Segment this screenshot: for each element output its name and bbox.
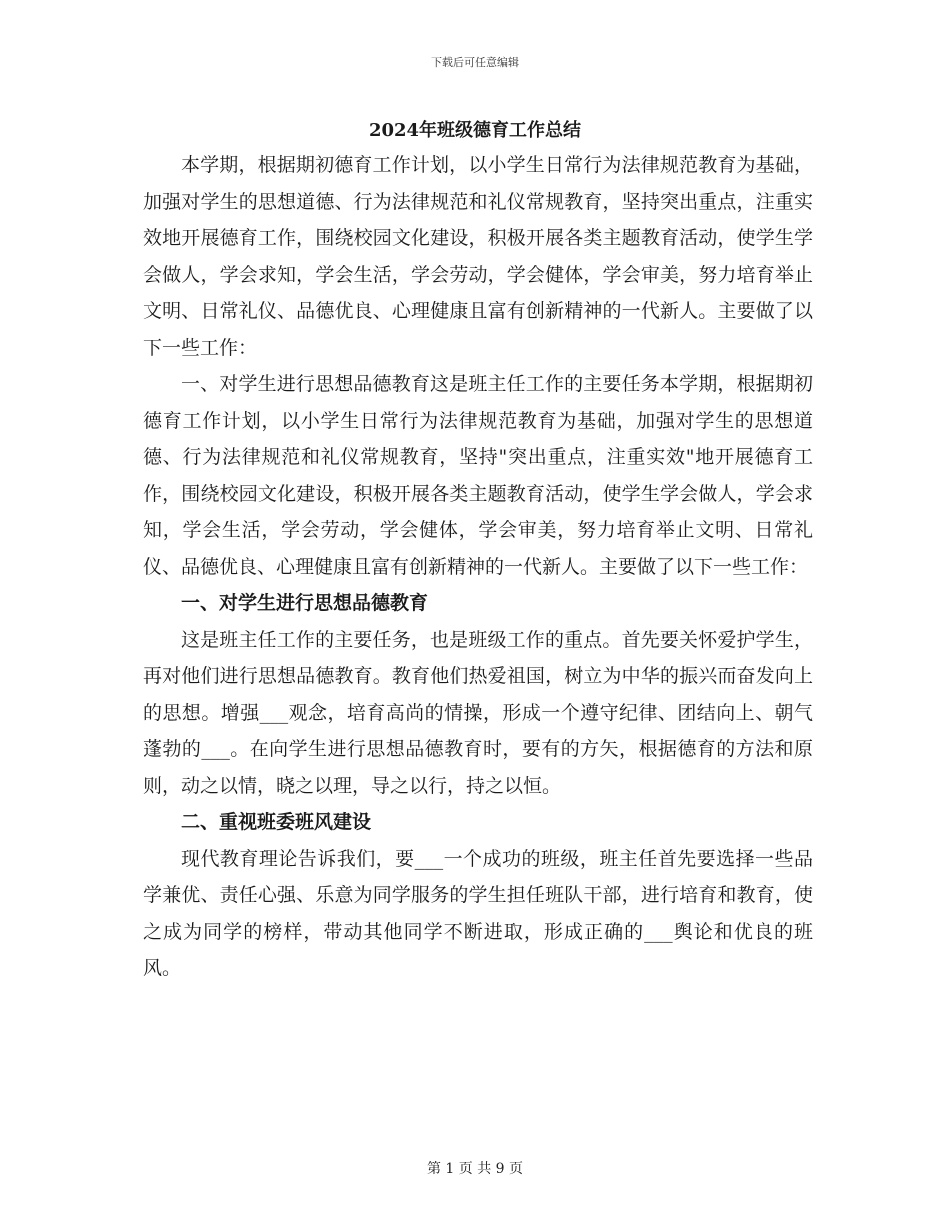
moral-education-paragraph: 这是班主任工作的主要任务，也是班级工作的重点。首先要关怀爱护学生，再对他们进行思想品德教育。教育他们热爱祖国，树立为中华的振兴而奋发向上的思想。增强___观念，培育高尚的情操，形成一个遵守纪律、团结向上、朝气蓬勃的___。在向学生进行思想品德教育时，要有的方矢，根据德育的方法和原则，动之以情，晓之以理，导之以行，持之以恒。 bbox=[143, 628, 813, 797]
class-committee-paragraph: 现代教育理论告诉我们，要___一个成功的班级，班主任首先要选择一些品学兼优、责任心强、乐意为同学服务的学生担任班队干部，进行培育和教育，使之成为同学的榜样，带动其他同学不断进取，形成正确的___舆论和优良的班风。 bbox=[143, 847, 813, 979]
intro-paragraph: 本学期，根据期初德育工作计划，以小学生日常行为法律规范教育为基础，加强对学生的思想道德、行为法律规范和礼仪常规教育，坚持突出重点，注重实效地开展德育工作，围绕校园文化建设，积极开展各类主题教育活动，使学生学会做人，学会求知，学会生活，学会劳动，学会健体，学会审美，努力培育举止文明、日常礼仪、品德优良、心理健康且富有创新精神的一代新人。主要做了以下一些工作： bbox=[143, 154, 813, 359]
section-heading-moral-education: 一、对学生进行思想品德教育 bbox=[181, 592, 429, 614]
section-one-summary-paragraph: 一、对学生进行思想品德教育这是班主任工作的主要任务本学期，根据期初德育工作计划，以小学生日常行为法律规范教育为基础，加强对学生的思想道德、行为法律规范和礼仪常规教育，坚持"突出重点，注重实效"地开展德育工作，围绕校园文化建设，积极开展各类主题教育活动，使学生学会做人，学会求知，学会生活，学会劳动，学会健体，学会审美，努力培育举止文明、日常礼仪、品德优良、心理健康且富有创新精神的一代新人。主要做了以下一些工作： bbox=[143, 373, 813, 578]
download-note: 下载后可任意编辑 bbox=[431, 56, 519, 69]
document-body bbox=[143, 147, 813, 987]
section-heading-class-committee: 二、重视班委班风建设 bbox=[181, 811, 372, 833]
document-title: 2024年班级德育工作总结 bbox=[368, 120, 582, 141]
page-number: 第 1 页 共 9 页 bbox=[426, 1161, 524, 1177]
